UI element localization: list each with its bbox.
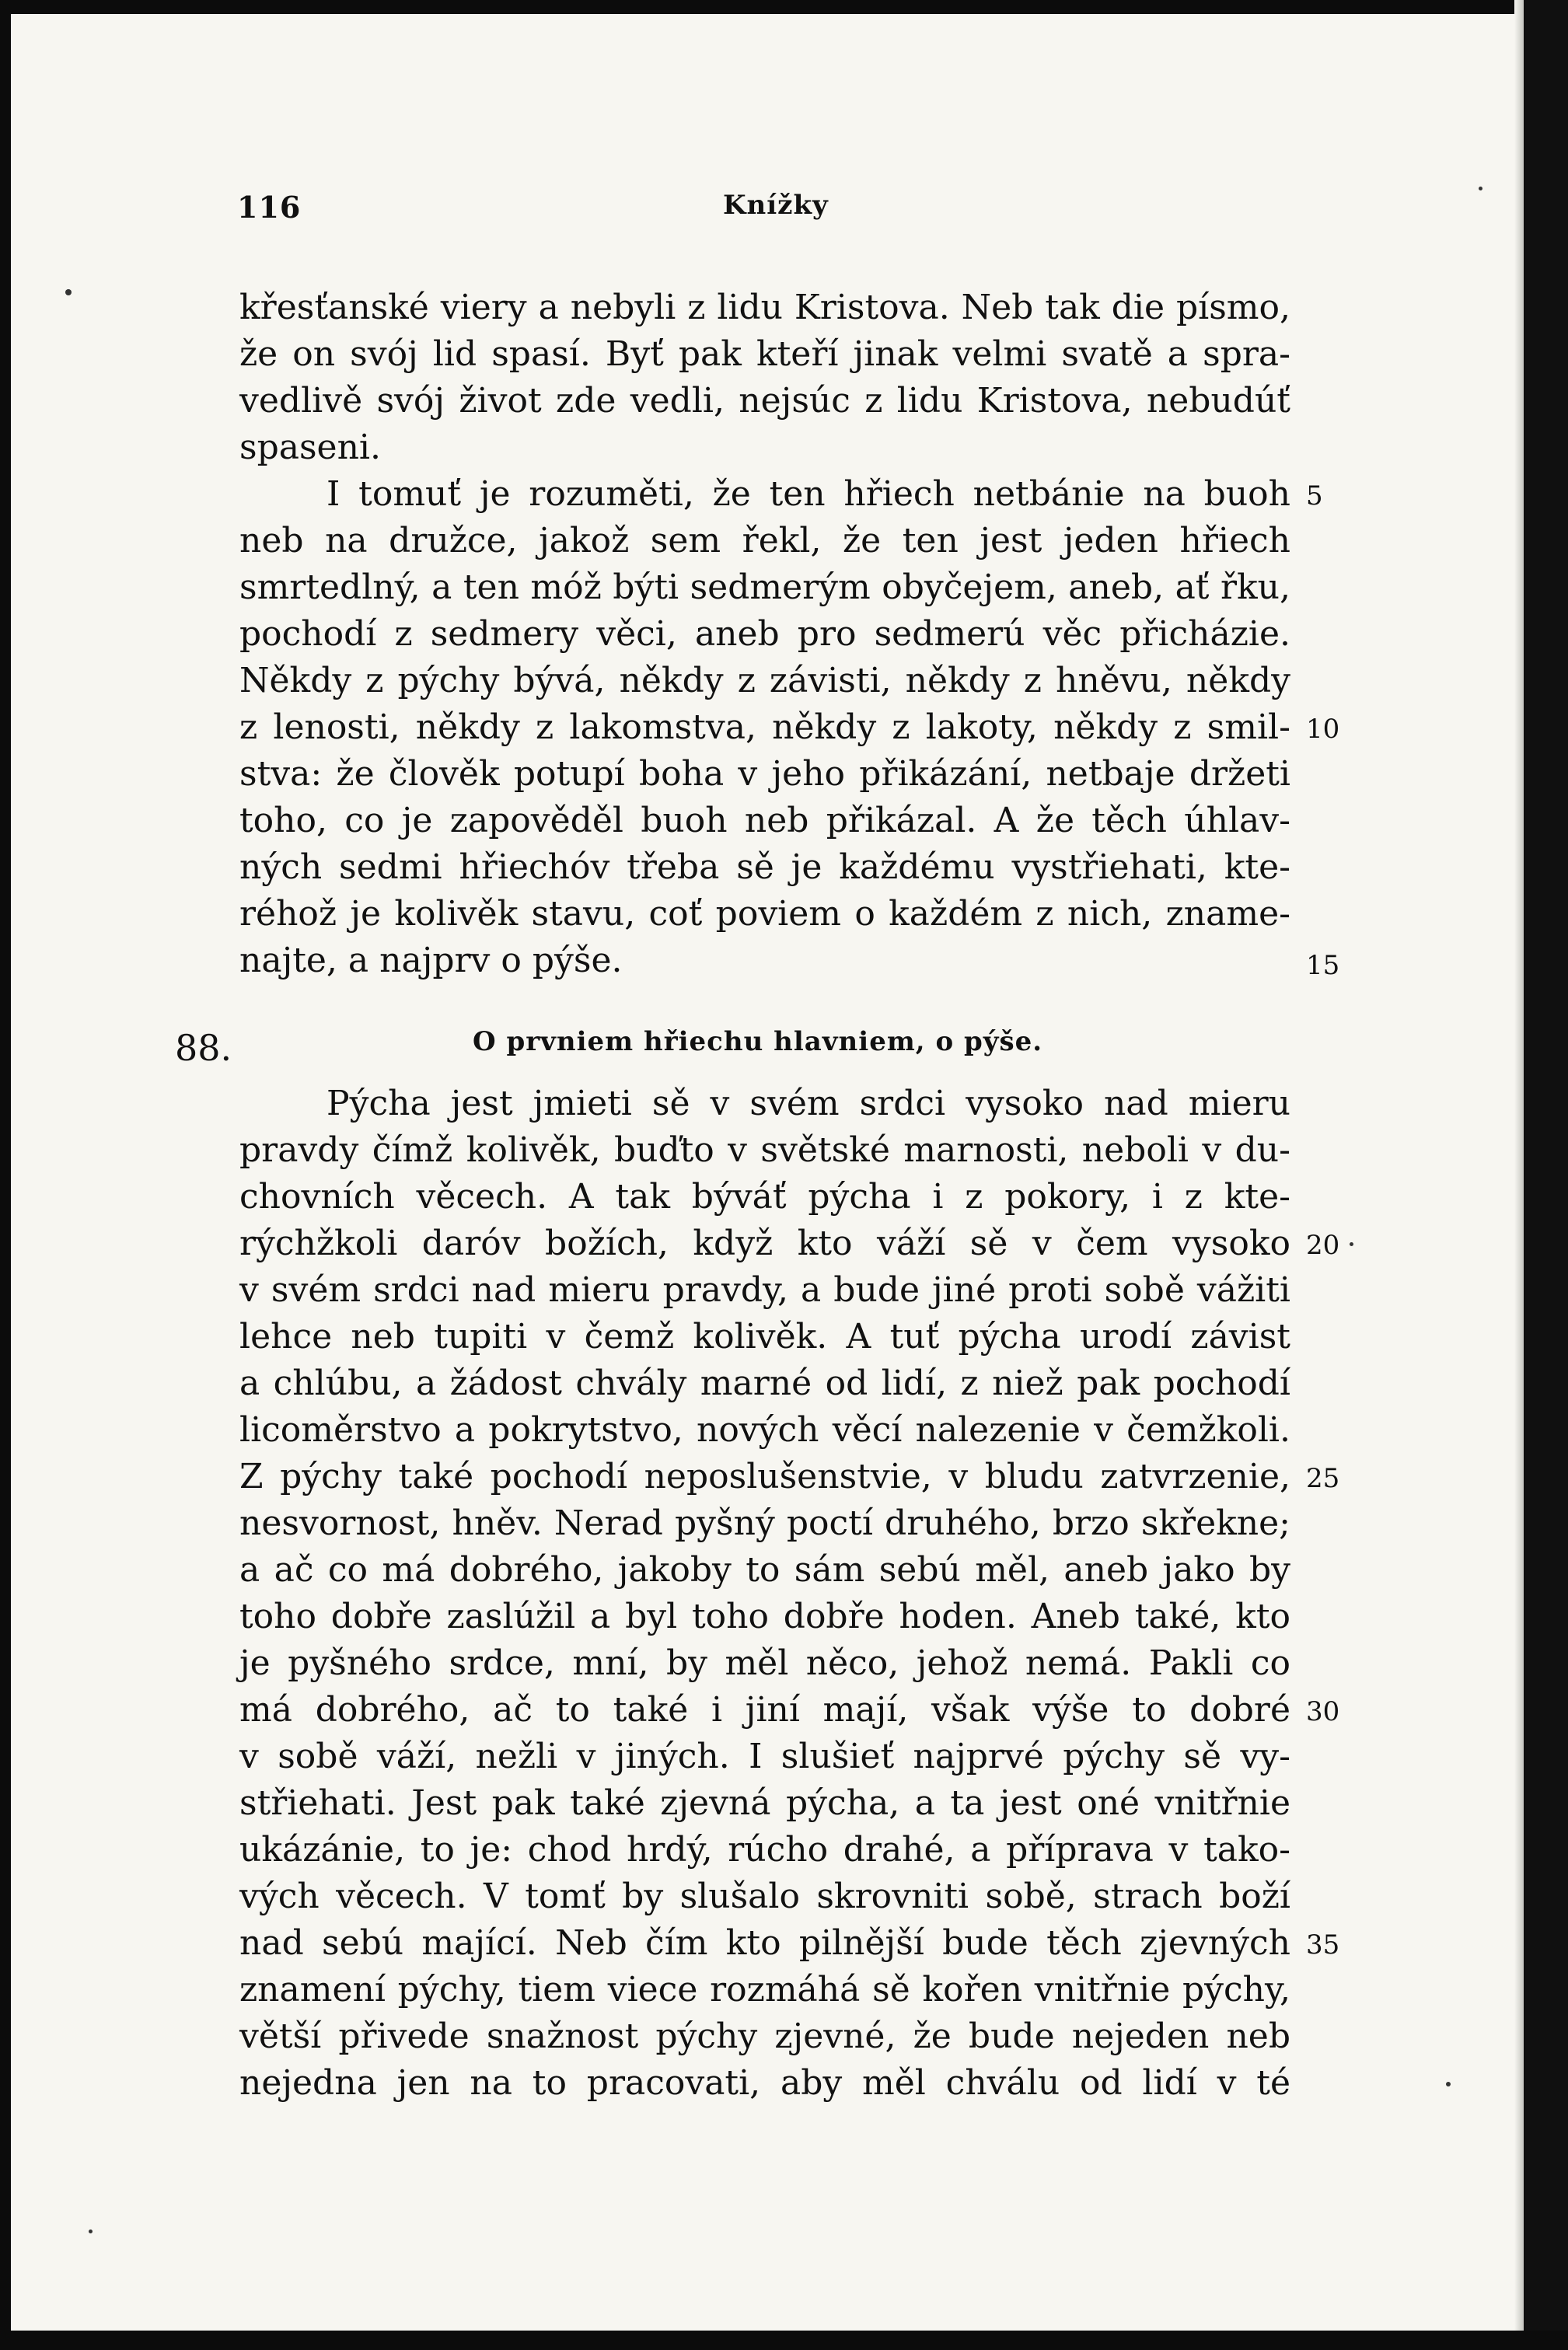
text-line: réhož je kolivěk stavu, coť poviem o každém z nich, zname-: [239, 894, 1290, 934]
text-line: že on svój lid spasí. Byť pak kteří jinak velmi svatě a spra-: [239, 334, 1290, 374]
text-line: větší přivede snažnost pýchy zjevné, že bude nejeden neb: [239, 2017, 1290, 2056]
scan-border-bottom: [0, 2331, 1568, 2350]
text-line: střiehati. Jest pak také zjevná pýcha, a ta jest oné vnitřnie: [239, 1783, 1290, 1823]
text-line: Někdy z pýchy bývá, někdy z závisti, někdy z hněvu, někdy: [239, 661, 1290, 700]
text-line: ukázánie, to je: chod hrdý, rúcho drahé, a příprava v tako-: [239, 1830, 1290, 1870]
section-title: O prvniem hřiechu hlavniem, o pýše.: [473, 1026, 1043, 1057]
text-line: nesvornost, hněv. Nerad pyšný poctí druhého, brzo skřekne;: [239, 1503, 1290, 1543]
scan-speck: [89, 2230, 93, 2233]
margin-line-number: 10: [1306, 714, 1340, 745]
text-line: ných sedmi hřiechóv třeba sě je každému vystřiehati, kte-: [239, 847, 1290, 887]
text-line: rýchžkoli daróv božích, když kto váží sě v čem vysoko: [239, 1224, 1290, 1263]
text-line: má dobrého, ač to také i jiní mají, však výše to dobré: [239, 1690, 1290, 1730]
text-line: vedlivě svój život zde vedli, nejsúc z lidu Kristova, nebudúť: [239, 381, 1290, 421]
text-line: Pýcha jest jmieti sě v svém srdci vysoko nad mieru: [327, 1084, 1290, 1123]
text-line: v svém srdci nad mieru pravdy, a bude jiné proti sobě vážiti: [239, 1270, 1290, 1310]
text-line: neb na družce, jakož sem řekl, že ten jest jeden hřiech: [239, 521, 1290, 560]
text-line: Z pýchy také pochodí neposlušenstvie, v bludu zatvrzenie,: [239, 1457, 1290, 1496]
text-line: toho dobře zaslúžil a byl toho dobře hoden. Aneb také, kto: [239, 1597, 1290, 1636]
text-line: spaseni.: [239, 428, 381, 467]
text-line: znamení pýchy, tiem viece rozmáhá sě kořen vnitřnie pýchy,: [239, 1970, 1290, 2010]
scan-border-right: [1524, 0, 1568, 2350]
scan-border-left: [0, 0, 11, 2350]
text-line: I tomuť je rozuměti, že ten hřiech netbánie na buoh: [327, 474, 1290, 514]
section-number: 88.: [175, 1027, 232, 1069]
text-line: je pyšného srdce, mní, by měl něco, jehož nemá. Pakli co: [239, 1643, 1290, 1683]
page-number: 116: [237, 190, 302, 225]
text-line: křesťanské viery a nebyli z lidu Kristova. Neb tak die písmo,: [239, 288, 1290, 327]
text-line: pochodí z sedmery věci, aneb pro sedmerú věc přicházie.: [239, 614, 1290, 654]
text-line: pravdy čímž kolivěk, buďto v světské marnosti, neboli v du-: [239, 1130, 1290, 1170]
text-line: stva: že člověk potupí boha v jeho přikázání, netbaje držeti: [239, 754, 1290, 794]
text-line: licoměrstvo a pokrytstvo, nových věcí nalezenie v čemžkoli.: [239, 1410, 1290, 1450]
scan-speck: [1350, 1242, 1353, 1246]
scan-speck: [1446, 2082, 1451, 2086]
margin-line-number: 30: [1306, 1696, 1340, 1727]
running-title: Knížky: [723, 190, 829, 221]
text-line: toho, co je zapověděl buoh neb přikázal. A že těch úhlav-: [239, 801, 1290, 840]
margin-line-number: 35: [1306, 1929, 1340, 1961]
margin-line-number: 20: [1306, 1230, 1340, 1261]
scan-speck: [65, 289, 72, 295]
text-line: lehce neb tupiti v čemž kolivěk. A tuť pýcha urodí závist: [239, 1317, 1290, 1357]
text-line: nejedna jen na to pracovati, aby měl chválu od lidí v té: [239, 2063, 1290, 2103]
text-line: v sobě váží, nežli v jiných. I slušieť najprvé pýchy sě vy-: [239, 1737, 1290, 1776]
text-line: a chlúbu, a žádost chvály marné od lidí, z niež pak pochodí: [239, 1364, 1290, 1403]
text-line: a ač co má dobrého, jakoby to sám sebú měl, aneb jako by: [239, 1550, 1290, 1590]
scan-border-top: [0, 0, 1568, 14]
margin-line-number: 15: [1306, 950, 1340, 981]
text-line: z lenosti, někdy z lakomstva, někdy z lakoty, někdy z smil-: [239, 707, 1290, 747]
scan-speck: [1479, 187, 1482, 190]
text-line: najte, a najprv o pýše.: [239, 941, 623, 980]
text-line: chovních věcech. A tak býváť pýcha i z pokory, i z kte-: [239, 1177, 1290, 1217]
margin-line-number: 5: [1306, 480, 1323, 512]
text-line: smrtedlný, a ten móž býti sedmerým obyčejem, aneb, ať řku,: [239, 567, 1290, 607]
text-line: nad sebú mající. Neb čím kto pilnější bude těch zjevných: [239, 1923, 1290, 1963]
margin-line-number: 25: [1306, 1463, 1340, 1494]
text-line: vých věcech. V tomť by slušalo skrovniti sobě, strach boží: [239, 1877, 1290, 1916]
